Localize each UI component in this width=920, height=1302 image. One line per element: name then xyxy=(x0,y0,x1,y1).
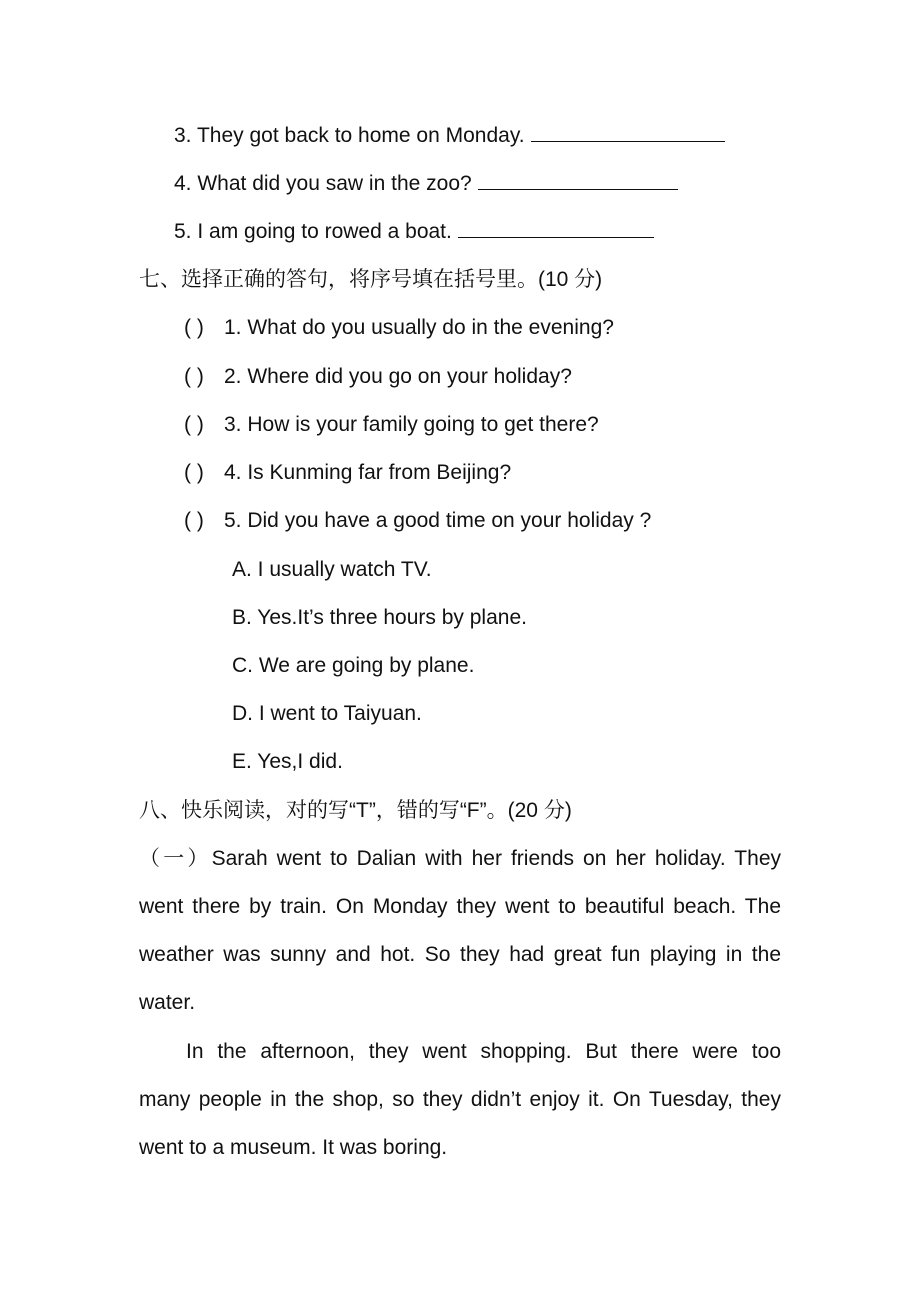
answer-blank[interactable] xyxy=(458,219,654,238)
rewrite-item-text: 4. What did you saw in the zoo? xyxy=(174,172,472,195)
passage-line: （一）Sarah went to Dalian with her friends on her holiday. They xyxy=(139,847,781,870)
section-7-title: 七、选择正确的答句，将序号填在括号里。(10 分) xyxy=(139,268,603,291)
answer-option: A. I usually watch TV. xyxy=(232,558,432,581)
answer-paren[interactable]: ( ) xyxy=(184,365,204,388)
question-row xyxy=(184,507,651,535)
question-row xyxy=(184,363,572,391)
rewrite-item-text: 5. I am going to rowed a boat. xyxy=(174,220,452,243)
passage-line: In the afternoon, they went shopping. But there were too xyxy=(186,1040,781,1063)
answer-paren[interactable]: ( ) xyxy=(184,509,204,532)
answer-option: D. I went to Taiyuan. xyxy=(232,702,422,725)
rewrite-item-3 xyxy=(174,122,725,150)
passage-line: weather was sunny and hot. So they had great fun playing in the xyxy=(139,943,781,966)
answer-paren[interactable]: ( ) xyxy=(184,413,204,436)
question-text: 1. What do you usually do in the evening? xyxy=(224,316,614,339)
question-text: 3. How is your family going to get there? xyxy=(224,413,599,436)
passage-line: water. xyxy=(139,991,196,1014)
section-8-title: 八、快乐阅读，对的写“T”，错的写“F”。(20 分) xyxy=(139,799,572,822)
rewrite-item-4 xyxy=(174,170,678,198)
rewrite-item-text: 3. They got back to home on Monday. xyxy=(174,124,525,147)
passage-line: went to a museum. It was boring. xyxy=(139,1136,448,1159)
answer-blank[interactable] xyxy=(531,123,725,142)
answer-option: B. Yes.It’s three hours by plane. xyxy=(232,606,527,629)
passage-line: many people in the shop, so they didn’t enjoy it. On Tuesday, they xyxy=(139,1088,781,1111)
answer-paren[interactable]: ( ) xyxy=(184,461,204,484)
answer-blank[interactable] xyxy=(478,171,678,190)
question-text: 5. Did you have a good time on your holiday ? xyxy=(224,509,652,532)
passage-line: went there by train. On Monday they went to beautiful beach. The xyxy=(139,895,781,918)
question-text: 2. Where did you go on your holiday? xyxy=(224,365,572,388)
question-row xyxy=(184,411,599,439)
question-row xyxy=(184,314,614,342)
answer-paren[interactable]: ( ) xyxy=(184,316,204,339)
rewrite-item-5 xyxy=(174,218,654,246)
question-text: 4. Is Kunming far from Beijing? xyxy=(224,461,512,484)
answer-option: C. We are going by plane. xyxy=(232,654,475,677)
answer-option: E. Yes,I did. xyxy=(232,750,343,773)
question-row xyxy=(184,459,511,487)
